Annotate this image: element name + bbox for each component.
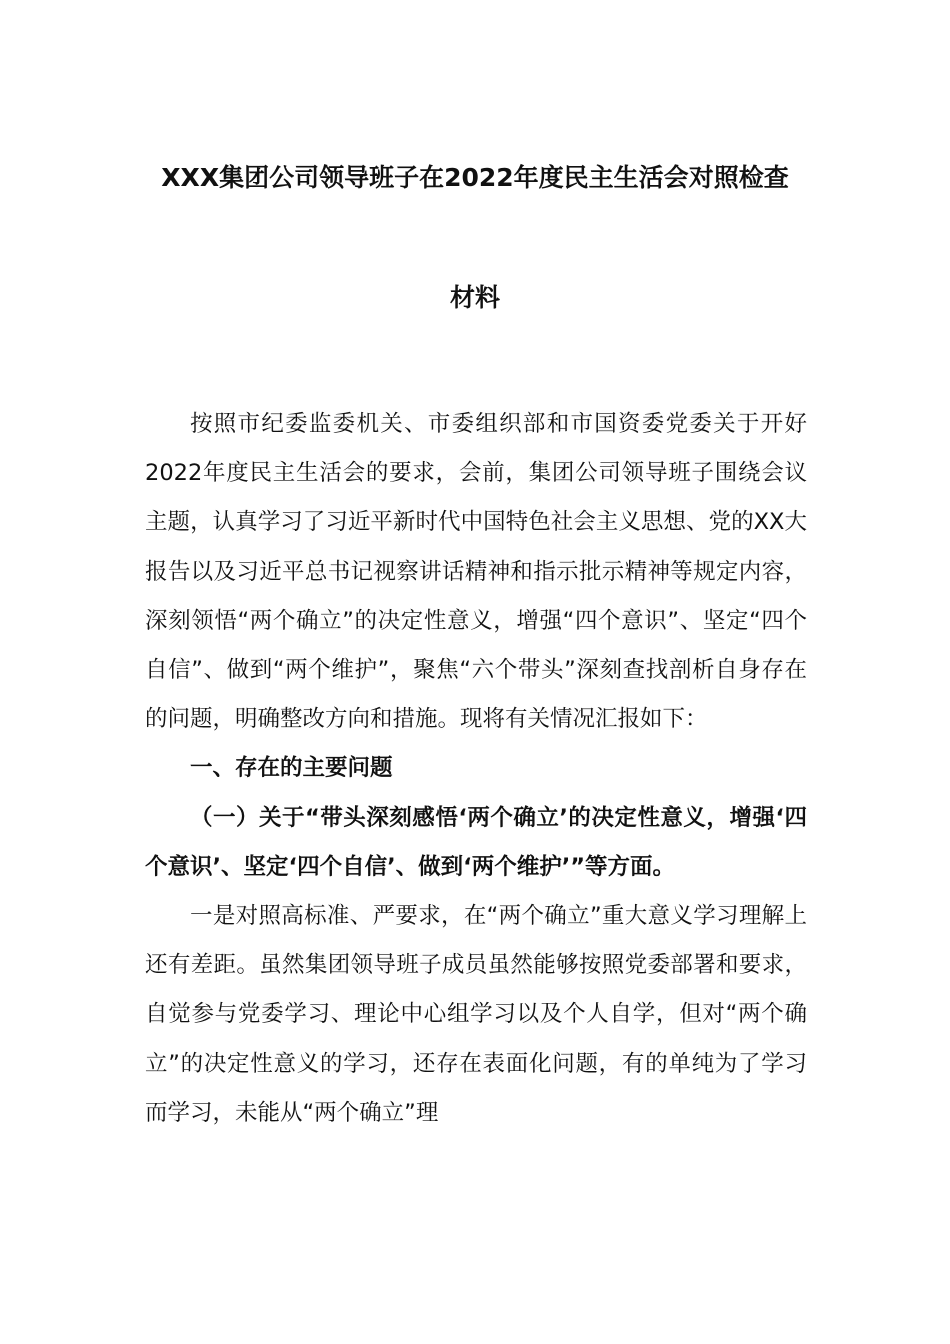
document-title-line2: 材料 (449, 283, 500, 312)
document-title-line1: XXX集团公司领导班子在2022年度民主生活会对照检查 (161, 163, 789, 192)
subsection-heading: （一）关于“带头深刻感悟‘两个确立’的决定性意义，增强‘四个意识’、坚定‘四个自信’、做到‘两个维护’”等方面。 (145, 804, 807, 880)
document-body (145, 400, 807, 1138)
point-paragraph: 一是对照高标准、严要求，在“两个确立”重大意义学习理解上还有差距。虽然集团领导班子成员虽然能够按照党委部署和要求，自觉参与党委学习、理论中心组学习以及个人自学，但对“两个确立”的决定性意义的学习，还存在表面化问题，有的单纯为了学习而学习，未能从“两个确立”理 (145, 903, 807, 1126)
section-heading: 一、存在的主要问题 (190, 755, 393, 782)
intro-paragraph: 按照市纪委监委机关、市委组织部和市国资委党委关于开好2022年度民主生活会的要求，会前，集团公司领导班子围绕会议主题，认真学习了习近平新时代中国特色社会主义思想、党的XX大报告以及习近平总书记视察讲话精神和指示批示精神等规定内容，深刻领悟“两个确立”的决定性意义，增强“四个意识”、坚定“四个自信”、做到“两个维护”，聚焦“六个带头”深刻查找剖析自身存在的问题，明确整改方向和措施。现将有关情况汇报如下： (145, 411, 807, 733)
